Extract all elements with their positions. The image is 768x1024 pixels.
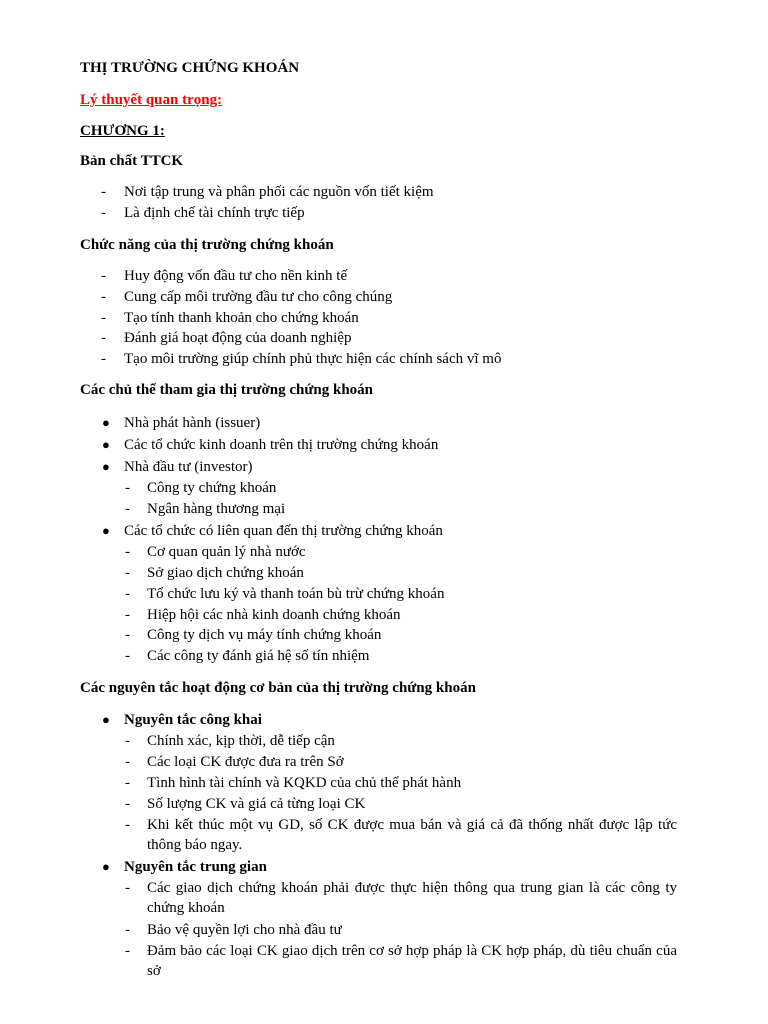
list-dash: -: [125, 544, 130, 560]
list-item: Nhà đầu tư (investor): [124, 459, 253, 475]
sub-list-item: Các công ty đánh giá hệ số tín nhiệm: [147, 648, 370, 664]
important-theory-heading: Lý thuyết quan trọng:: [80, 92, 223, 108]
section4-heading: Các nguyên tắc hoạt động cơ bản của thị trường chứng khoán: [80, 680, 476, 696]
section3-heading: Các chủ thể tham gia thị trường chứng khoán: [80, 382, 374, 398]
bullet-dot: ●: [102, 415, 110, 430]
bullet-dot: ●: [102, 459, 110, 474]
list-dash: -: [125, 648, 130, 664]
sub-list-item: Công ty chứng khoán: [147, 480, 277, 496]
list-dash: -: [101, 289, 106, 305]
list-dash: -: [101, 205, 106, 221]
bullet-dot: ●: [102, 712, 110, 727]
list-dash: -: [125, 627, 130, 643]
list-item: Các tổ chức kinh doanh trên thị trường chứng khoán: [124, 437, 439, 453]
principle-title: Nguyên tắc công khai: [124, 712, 262, 728]
section1-heading: Bản chất TTCK: [80, 153, 184, 169]
sub-list-item: Hiệp hội các nhà kinh doanh chứng khoán: [147, 607, 401, 623]
list-item: Nơi tập trung và phân phối các nguồn vốn tiết kiệm: [124, 184, 434, 200]
sub-list-item: Đảm bảo các loại CK giao dịch trên cơ sở hợp pháp là CK hợp pháp, dù tiêu chuẩn của sở: [147, 943, 677, 979]
list-dash: -: [125, 607, 130, 623]
principle-title: Nguyên tắc trung gian: [124, 859, 267, 875]
sub-list-item: Bảo vệ quyền lợi cho nhà đầu tư: [147, 922, 342, 938]
list-dash: -: [125, 943, 130, 959]
sub-list-item: Ngân hàng thương mại: [147, 501, 286, 517]
list-dash: -: [101, 268, 106, 284]
chapter-heading: CHƯƠNG 1:: [80, 123, 165, 139]
list-dash: -: [125, 733, 130, 749]
list-item: Các tổ chức có liên quan đến thị trường chứng khoán: [124, 523, 443, 539]
document-title: THỊ TRƯỜNG CHỨNG KHOÁN: [80, 60, 300, 76]
list-dash: -: [101, 310, 106, 326]
section2-heading: Chức năng của thị trường chứng khoán: [80, 237, 334, 253]
bullet-dot: ●: [102, 523, 110, 538]
sub-list-item: Tình hình tài chính và KQKD của chủ thể phát hành: [147, 775, 462, 791]
list-dash: -: [125, 775, 130, 791]
list-item: Đánh giá hoạt động của doanh nghiệp: [124, 330, 352, 346]
sub-list-item: Khi kết thúc một vụ GD, số CK được mua bán và giá cả đã thống nhất được lập tức thông báo ngay.: [147, 817, 677, 853]
list-dash: -: [125, 480, 130, 496]
list-item: Tạo môi trường giúp chính phủ thực hiện các chính sách vĩ mô: [124, 351, 502, 367]
list-dash: -: [125, 817, 130, 833]
list-dash: -: [125, 880, 130, 896]
sub-list-item: Số lượng CK và giá cả từng loại CK: [147, 796, 366, 812]
list-item: Cung cấp môi trường đầu tư cho công chúng: [124, 289, 393, 305]
list-dash: -: [101, 330, 106, 346]
bullet-dot: ●: [102, 437, 110, 452]
list-item: Là định chế tài chính trực tiếp: [124, 205, 305, 221]
list-dash: -: [125, 501, 130, 517]
list-item: Tạo tính thanh khoản cho chứng khoán: [124, 310, 359, 326]
list-dash: -: [125, 754, 130, 770]
list-dash: -: [125, 796, 130, 812]
sub-list-item: Cơ quan quản lý nhà nước: [147, 544, 306, 560]
sub-list-item: Các giao dịch chứng khoán phải được thực hiện thông qua trung gian là các công ty chứng khoán: [147, 880, 677, 916]
list-item: Nhà phát hành (issuer): [124, 415, 261, 431]
list-item: Huy động vốn đầu tư cho nền kinh tế: [124, 268, 348, 284]
sub-list-item: Sở giao dịch chứng khoán: [147, 565, 304, 581]
list-dash: -: [125, 565, 130, 581]
sub-list-item: Các loại CK được đưa ra trên Sở: [147, 754, 344, 770]
list-dash: -: [101, 351, 106, 367]
bullet-dot: ●: [102, 859, 110, 874]
sub-list-item: Tổ chức lưu ký và thanh toán bù trừ chứng khoán: [147, 586, 445, 602]
list-dash: -: [125, 586, 130, 602]
list-dash: -: [125, 922, 130, 938]
list-dash: -: [101, 184, 106, 200]
sub-list-item: Chính xác, kịp thời, dễ tiếp cận: [147, 733, 335, 749]
sub-list-item: Công ty dịch vụ máy tính chứng khoán: [147, 627, 382, 643]
